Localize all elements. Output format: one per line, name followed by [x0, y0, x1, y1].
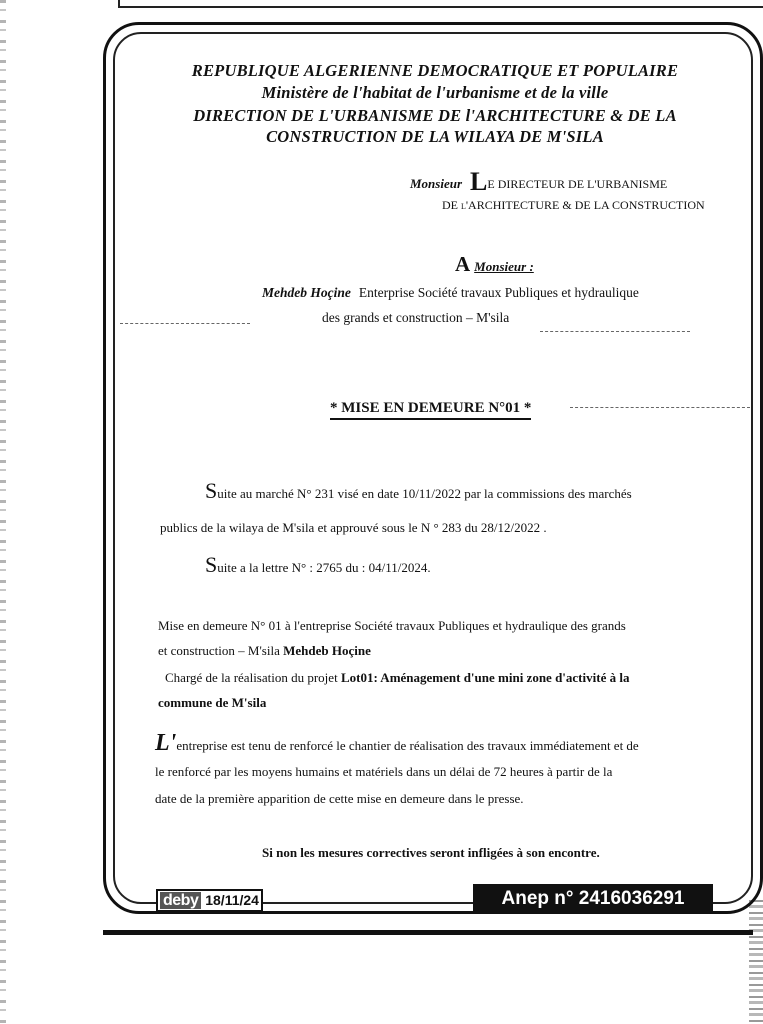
dash-line-left [120, 323, 250, 324]
sender-initial: L [470, 167, 488, 196]
paragraph-3-line-3 [165, 670, 629, 686]
header-wilaya: CONSTRUCTION DE LA WILAYA DE M'SILA [266, 127, 604, 146]
p4-initial: L' [155, 730, 177, 756]
p2-initial: S [205, 552, 218, 577]
recipient-line2: des grands et construction – M'sila [322, 310, 510, 325]
p3-text-3a: Chargé de la réalisation du projet [165, 670, 341, 685]
recipient-a: A [455, 252, 471, 276]
paragraph-1-line-1 [205, 478, 632, 504]
recipient-line1 [262, 285, 639, 301]
paragraph-1-line-2: publics de la wilaya de M'sila et approuvé sous le N ° 283 du 28/12/2022 . [160, 520, 547, 535]
paragraph-4-line-2: le renforcé par les moyens humains et matériels dans un délai de 72 heures à partir de la [155, 764, 613, 779]
bottom-rule [103, 930, 753, 935]
recipient-salutation [455, 252, 534, 277]
anep-number: Anep n° 2416036291 [473, 884, 713, 914]
scan-edge-noise [0, 0, 6, 1024]
sender-monsieur: Monsieur [410, 176, 463, 191]
paragraph-4-line-1 [155, 730, 639, 757]
header-republic: REPUBLIQUE ALGERIENNE DEMOCRATIQUE ET POPULAIRE [191, 61, 679, 80]
p3-project: Lot01: Aménagement d'une mini zone d'activité à la [340, 670, 630, 685]
paragraph-2 [205, 552, 431, 578]
p3-company-owner: Mehdeb Hoçine [283, 643, 371, 658]
header-direction: DIRECTION DE L'URBANISME DE l'ARCHITECTURE & DE LA [193, 106, 677, 125]
p3-text-2a: et construction – M'sila [158, 643, 284, 658]
sender-title-1: E DIRECTEUR DE L'URBANISME [487, 177, 668, 191]
paragraph-3-line-1: Mise en demeure N° 01 à l'entreprise Société travaux Publiques et hydraulique des grands [158, 618, 626, 633]
recipient-name: Mehdeb Hoçine [262, 285, 351, 300]
scan-edge-noise-right [749, 900, 763, 1024]
top-rule [118, 0, 763, 8]
sender-line1 [410, 167, 668, 196]
paragraph-3-line-2 [158, 643, 371, 659]
dash-line-right [540, 331, 690, 332]
title-dash [570, 407, 750, 408]
recipient-company: Enterprise Société travaux Publiques et hydraulique [358, 285, 639, 300]
document-title: * MISE EN DEMEURE N°01 * [330, 400, 531, 420]
header-ministry: Ministère de l'habitat de l'urbanisme et de la ville [261, 83, 609, 102]
sender-title-2: DE l'ARCHITECTURE & DE LA CONSTRUCTION [442, 198, 705, 212]
paragraph-4-line-3: date de la première apparition de cette mise en demeure dans le presse. [155, 791, 524, 806]
p1-initial: S [205, 478, 218, 503]
p4-text-1: entreprise est tenu de renforcé le chantier de réalisation des travaux immédiatement et de [176, 738, 639, 753]
closing-sentence: Si non les mesures correctives seront infligées à son encontre. [262, 845, 600, 860]
p2-text: uite a la lettre N° : 2765 du : 04/11/2024. [217, 560, 431, 575]
recipient-monsieur: Monsieur : [474, 259, 534, 274]
p1-text-1: uite au marché N° 231 visé en date 10/11/2022 par la commissions des marchés [217, 486, 632, 501]
paragraph-3-line-4: commune de M'sila [158, 695, 267, 710]
stamp-date: 18/11/24 [205, 892, 259, 908]
stamp-logo: deby [160, 892, 201, 909]
date-stamp [156, 889, 263, 912]
